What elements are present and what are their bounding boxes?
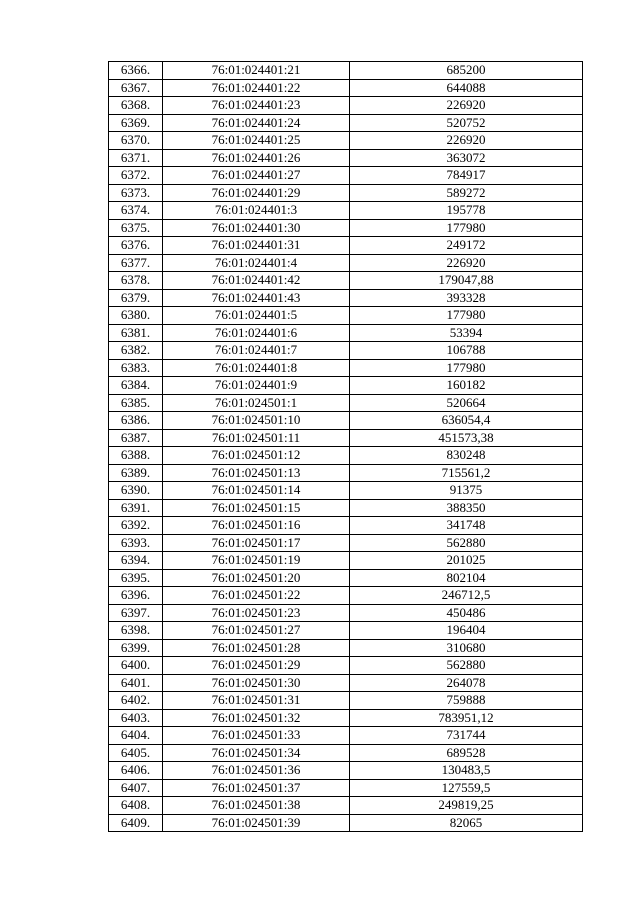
row-number-cell: 6383. [109, 359, 163, 377]
table-row [109, 482, 583, 500]
cadastral-value-cell: 802104 [350, 569, 583, 587]
table-row [109, 377, 583, 395]
cadastral-value-cell: 636054,4 [350, 412, 583, 430]
cadastral-value-cell: 246712,5 [350, 587, 583, 605]
row-number-cell: 6406. [109, 762, 163, 780]
table-row [109, 534, 583, 552]
cadastral-number-cell: 76:01:024501:22 [163, 587, 350, 605]
table-row [109, 639, 583, 657]
cadastral-value-cell: 249819,25 [350, 797, 583, 815]
cadastral-number-cell: 76:01:024501:27 [163, 622, 350, 640]
table-row [109, 342, 583, 360]
cadastral-number-cell: 76:01:024501:30 [163, 674, 350, 692]
cadastral-value-cell: 127559,5 [350, 779, 583, 797]
table-row [109, 202, 583, 220]
row-number-cell: 6382. [109, 342, 163, 360]
cadastral-value-cell: 249172 [350, 237, 583, 255]
cadastral-number-cell: 76:01:024501:10 [163, 412, 350, 430]
table-row [109, 604, 583, 622]
cadastral-value-cell: 644088 [350, 79, 583, 97]
cadastral-number-cell: 76:01:024501:12 [163, 447, 350, 465]
cadastral-value-cell: 226920 [350, 254, 583, 272]
row-number-cell: 6380. [109, 307, 163, 325]
table-row [109, 779, 583, 797]
row-number-cell: 6386. [109, 412, 163, 430]
cadastral-value-cell: 589272 [350, 184, 583, 202]
row-number-cell: 6370. [109, 132, 163, 150]
cadastral-number-cell: 76:01:024501:33 [163, 727, 350, 745]
cadastral-number-cell: 76:01:024401:30 [163, 219, 350, 237]
row-number-cell: 6381. [109, 324, 163, 342]
table-row [109, 657, 583, 675]
cadastral-number-cell: 76:01:024501:1 [163, 394, 350, 412]
cadastral-number-cell: 76:01:024501:34 [163, 744, 350, 762]
table-row [109, 517, 583, 535]
table-row [109, 324, 583, 342]
cadastral-number-cell: 76:01:024501:11 [163, 429, 350, 447]
cadastral-number-cell: 76:01:024401:29 [163, 184, 350, 202]
row-number-cell: 6394. [109, 552, 163, 570]
row-number-cell: 6404. [109, 727, 163, 745]
row-number-cell: 6400. [109, 657, 163, 675]
cadastral-value-cell: 393328 [350, 289, 583, 307]
cadastral-number-cell: 76:01:024401:6 [163, 324, 350, 342]
cadastral-value-cell: 310680 [350, 639, 583, 657]
cadastral-number-cell: 76:01:024401:8 [163, 359, 350, 377]
cadastral-number-cell: 76:01:024501:14 [163, 482, 350, 500]
row-number-cell: 6367. [109, 79, 163, 97]
cadastral-number-cell: 76:01:024401:9 [163, 377, 350, 395]
cadastral-number-cell: 76:01:024401:26 [163, 149, 350, 167]
table-row [109, 359, 583, 377]
row-number-cell: 6393. [109, 534, 163, 552]
table-row [109, 727, 583, 745]
cadastral-value-cell: 179047,88 [350, 272, 583, 290]
cadastral-number-cell: 76:01:024401:24 [163, 114, 350, 132]
cadastral-value-cell: 177980 [350, 219, 583, 237]
row-number-cell: 6397. [109, 604, 163, 622]
cadastral-number-cell: 76:01:024501:29 [163, 657, 350, 675]
cadastral-value-cell: 685200 [350, 62, 583, 80]
cadastral-number-cell: 76:01:024401:43 [163, 289, 350, 307]
row-number-cell: 6378. [109, 272, 163, 290]
table-row [109, 464, 583, 482]
row-number-cell: 6376. [109, 237, 163, 255]
cadastral-value-cell: 731744 [350, 727, 583, 745]
cadastral-value-cell: 82065 [350, 814, 583, 832]
cadastral-value-cell: 689528 [350, 744, 583, 762]
table-row [109, 307, 583, 325]
table-row [109, 97, 583, 115]
cadastral-number-cell: 76:01:024501:19 [163, 552, 350, 570]
cadastral-value-cell: 201025 [350, 552, 583, 570]
row-number-cell: 6374. [109, 202, 163, 220]
row-number-cell: 6391. [109, 499, 163, 517]
cadastral-number-cell: 76:01:024401:7 [163, 342, 350, 360]
cadastral-value-cell: 715561,2 [350, 464, 583, 482]
cadastral-value-cell: 264078 [350, 674, 583, 692]
cadastral-number-cell: 76:01:024401:3 [163, 202, 350, 220]
table-row [109, 429, 583, 447]
row-number-cell: 6371. [109, 149, 163, 167]
cadastral-number-cell: 76:01:024501:37 [163, 779, 350, 797]
table-row [109, 412, 583, 430]
cadastral-number-cell: 76:01:024401:27 [163, 167, 350, 185]
cadastral-number-cell: 76:01:024501:17 [163, 534, 350, 552]
cadastral-value-cell: 160182 [350, 377, 583, 395]
table-row [109, 272, 583, 290]
cadastral-number-cell: 76:01:024501:31 [163, 692, 350, 710]
row-number-cell: 6373. [109, 184, 163, 202]
table-row [109, 744, 583, 762]
cadastral-value-cell: 177980 [350, 359, 583, 377]
table-row [109, 184, 583, 202]
table-row [109, 499, 583, 517]
table-row [109, 254, 583, 272]
row-number-cell: 6387. [109, 429, 163, 447]
cadastral-value-cell: 451573,38 [350, 429, 583, 447]
row-number-cell: 6395. [109, 569, 163, 587]
cadastral-number-cell: 76:01:024501:36 [163, 762, 350, 780]
cadastral-value-cell: 341748 [350, 517, 583, 535]
cadastral-value-cell: 562880 [350, 657, 583, 675]
cadastral-value-cell: 520752 [350, 114, 583, 132]
table-row [109, 289, 583, 307]
table-row [109, 447, 583, 465]
cadastral-number-cell: 76:01:024501:38 [163, 797, 350, 815]
row-number-cell: 6405. [109, 744, 163, 762]
row-number-cell: 6409. [109, 814, 163, 832]
row-number-cell: 6377. [109, 254, 163, 272]
row-number-cell: 6372. [109, 167, 163, 185]
table-row [109, 79, 583, 97]
cadastral-value-cell: 388350 [350, 499, 583, 517]
row-number-cell: 6368. [109, 97, 163, 115]
cadastral-value-cell: 520664 [350, 394, 583, 412]
table-row [109, 674, 583, 692]
row-number-cell: 6369. [109, 114, 163, 132]
row-number-cell: 6398. [109, 622, 163, 640]
cadastral-value-cell: 91375 [350, 482, 583, 500]
row-number-cell: 6384. [109, 377, 163, 395]
cadastral-number-cell: 76:01:024501:20 [163, 569, 350, 587]
table-row [109, 569, 583, 587]
cadastral-number-cell: 76:01:024501:15 [163, 499, 350, 517]
cadastral-value-cell: 53394 [350, 324, 583, 342]
cadastral-number-cell: 76:01:024501:16 [163, 517, 350, 535]
table-row [109, 587, 583, 605]
table-row [109, 149, 583, 167]
table-row [109, 167, 583, 185]
cadastral-number-cell: 76:01:024501:28 [163, 639, 350, 657]
row-number-cell: 6388. [109, 447, 163, 465]
table-row [109, 709, 583, 727]
table-body [109, 62, 583, 832]
cadastral-number-cell: 76:01:024401:5 [163, 307, 350, 325]
table-row [109, 762, 583, 780]
row-number-cell: 6408. [109, 797, 163, 815]
cadastral-value-cell: 195778 [350, 202, 583, 220]
row-number-cell: 6396. [109, 587, 163, 605]
cadastral-value-table [108, 61, 583, 832]
cadastral-value-cell: 226920 [350, 132, 583, 150]
cadastral-value-cell: 450486 [350, 604, 583, 622]
row-number-cell: 6401. [109, 674, 163, 692]
row-number-cell: 6366. [109, 62, 163, 80]
cadastral-value-cell: 562880 [350, 534, 583, 552]
row-number-cell: 6375. [109, 219, 163, 237]
cadastral-value-cell: 226920 [350, 97, 583, 115]
cadastral-number-cell: 76:01:024501:39 [163, 814, 350, 832]
table-row [109, 692, 583, 710]
row-number-cell: 6379. [109, 289, 163, 307]
row-number-cell: 6390. [109, 482, 163, 500]
cadastral-number-cell: 76:01:024401:42 [163, 272, 350, 290]
table-row [109, 797, 583, 815]
cadastral-number-cell: 76:01:024401:22 [163, 79, 350, 97]
cadastral-value-cell: 177980 [350, 307, 583, 325]
row-number-cell: 6407. [109, 779, 163, 797]
cadastral-value-cell: 130483,5 [350, 762, 583, 780]
row-number-cell: 6399. [109, 639, 163, 657]
row-number-cell: 6402. [109, 692, 163, 710]
cadastral-value-cell: 363072 [350, 149, 583, 167]
cadastral-number-cell: 76:01:024401:21 [163, 62, 350, 80]
table-row [109, 237, 583, 255]
cadastral-value-cell: 783951,12 [350, 709, 583, 727]
table-row [109, 394, 583, 412]
table-row [109, 62, 583, 80]
cadastral-number-cell: 76:01:024401:4 [163, 254, 350, 272]
row-number-cell: 6389. [109, 464, 163, 482]
cadastral-value-cell: 784917 [350, 167, 583, 185]
table-row [109, 114, 583, 132]
cadastral-value-cell: 830248 [350, 447, 583, 465]
row-number-cell: 6392. [109, 517, 163, 535]
table-row [109, 219, 583, 237]
cadastral-value-cell: 196404 [350, 622, 583, 640]
cadastral-number-cell: 76:01:024501:23 [163, 604, 350, 622]
table-row [109, 132, 583, 150]
cadastral-number-cell: 76:01:024401:23 [163, 97, 350, 115]
table-row [109, 552, 583, 570]
table-row [109, 814, 583, 832]
cadastral-number-cell: 76:01:024501:13 [163, 464, 350, 482]
row-number-cell: 6403. [109, 709, 163, 727]
cadastral-value-cell: 106788 [350, 342, 583, 360]
row-number-cell: 6385. [109, 394, 163, 412]
cadastral-number-cell: 76:01:024401:25 [163, 132, 350, 150]
cadastral-value-cell: 759888 [350, 692, 583, 710]
cadastral-number-cell: 76:01:024401:31 [163, 237, 350, 255]
cadastral-number-cell: 76:01:024501:32 [163, 709, 350, 727]
table-row [109, 622, 583, 640]
